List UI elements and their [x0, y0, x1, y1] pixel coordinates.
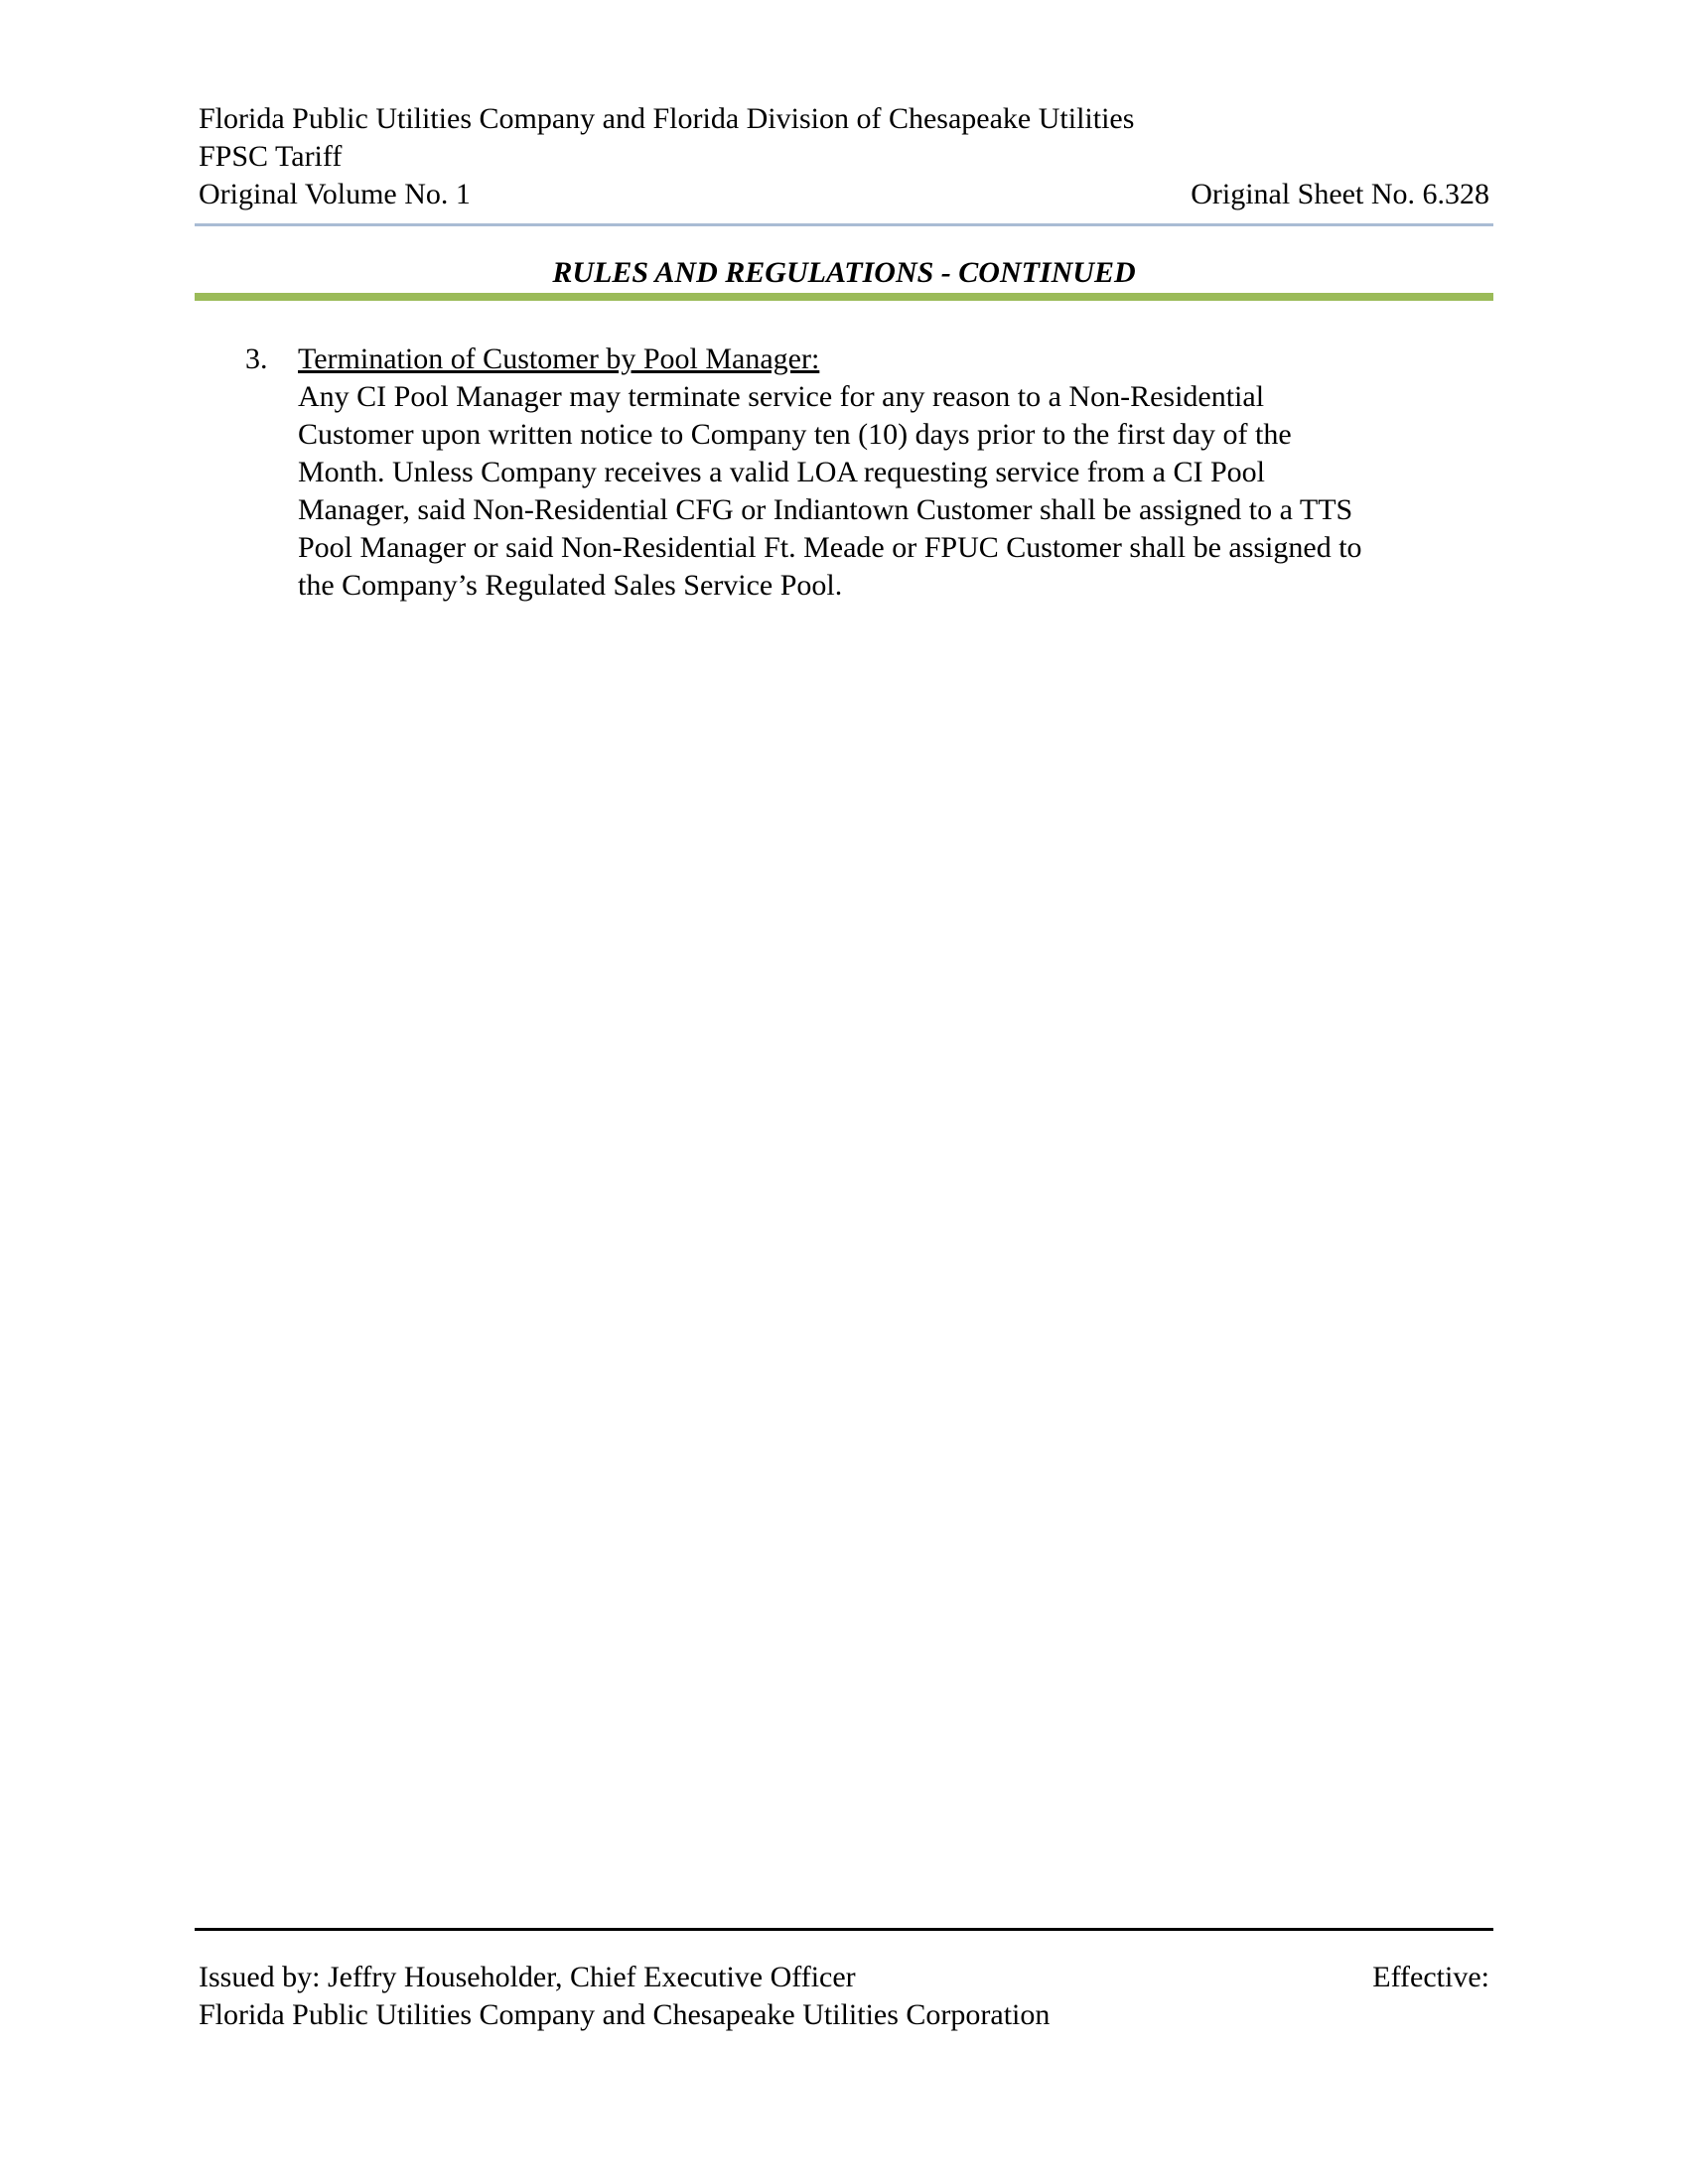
item-paragraph-line: Any CI Pool Manager may terminate service for any reason to a Non-Residential [298, 380, 1265, 413]
footer-company: Florida Public Utilities Company and Chesapeake Utilities Corporation [199, 1998, 1051, 2031]
item-body [298, 341, 1489, 605]
item-number: 3. [245, 342, 268, 375]
footer-effective: Effective: [1372, 1961, 1489, 1993]
item-paragraph [298, 378, 1489, 605]
header-company-line: Florida Public Utilities Company and Florida Division of Chesapeake Utilities [199, 102, 1135, 135]
item-heading: Termination of Customer by Pool Manager: [298, 342, 820, 375]
header-sheet-number: Original Sheet No. 6.328 [1191, 178, 1489, 210]
section-title: RULES AND REGULATIONS - CONTINUED [552, 256, 1136, 289]
footer-issued-by: Issued by: Jeffry Householder, Chief Executive Officer [199, 1961, 856, 1993]
header-tariff-line: FPSC Tariff [199, 140, 343, 173]
item-paragraph-line: Customer upon written notice to Company ten (10) days prior to the first day of the [298, 418, 1292, 451]
item-paragraph-line: the Company’s Regulated Sales Service Pool. [298, 569, 843, 602]
header-divider [195, 223, 1493, 226]
item-paragraph-line: Month. Unless Company receives a valid LOA requesting service from a CI Pool [298, 456, 1265, 488]
section-title-divider [195, 293, 1493, 301]
item-paragraph-line: Manager, said Non-Residential CFG or Indiantown Customer shall be assigned to a TTS [298, 493, 1353, 526]
header-volume-line: Original Volume No. 1 [199, 178, 471, 210]
item-paragraph-line: Pool Manager or said Non-Residential Ft. Meade or FPUC Customer shall be assigned to [298, 531, 1362, 564]
footer-divider [195, 1928, 1493, 1931]
